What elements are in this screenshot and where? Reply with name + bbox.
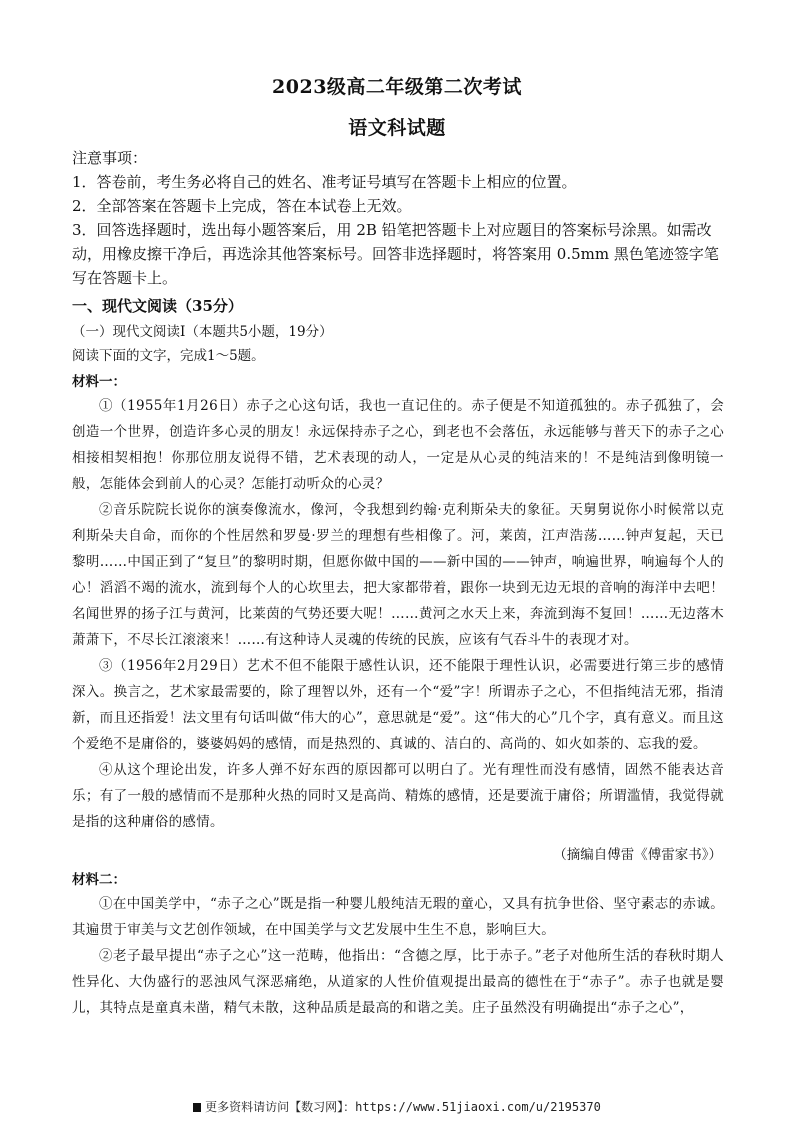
paragraph: ①在中国美学中，“赤子之心”既是指一种婴儿般纯洁无瑕的童心，又具有抗争世俗、坚守素志的赤诚。其遍贯于审美与文艺创作领域，在中国美学与文艺发展中生生不息，影响巨大。 <box>72 896 724 938</box>
paragraph: ②音乐院院长说你的演奏像流水，像河，令我想到约翰·克利斯朵夫的象征。天舅舅说你小时候常以克利斯朵夫自命，而你的个性居然和罗曼·罗兰的理想有些相像了。河，莱茵，江声浩荡……钟声复起，天已黎明……中国正到了“复旦”的黎明时期，但愿你做中国的——新中国的——钟声，响遍世界，响遍每个人的心！滔滔不竭的流水，流到每个人的心坎里去，把大家都带着，跟你一块到无边无垠的音响的海洋中去吧！名闻世界的扬子江与黄河，比莱茵的气势还要大呢！……黄河之水天上来，奔流到海不复回！……无边落木萧萧下，不尽长江滚滚来！……有这种诗人灵魂的传统的民族，应该有气吞斗牛的表现才对。 <box>72 502 724 648</box>
section-heading: 一、现代文阅读（35分） <box>72 297 243 315</box>
notes-item: 2．全部答案在答题卡上完成，答在本试卷上无效。 <box>72 197 412 215</box>
paragraph: ①（1955年1月26日）赤子之心这句话，我也一直记住的。赤子便是不知道孤独的。赤子孤独了，会创造一个世界，创造许多心灵的朋友！永远保持赤子之心，到老也不会落伍，永远能够与普天下的赤子之心相接相契相抱！你那位朋友说得不错，艺术表现的动人，一定是从心灵的纯洁来的！不是纯洁到像明镜一般，怎能体会到前人的心灵？怎能打动听众的心灵？ <box>72 398 724 492</box>
notes-item: 1．答卷前，考生务必将自己的姓名、准考证号填写在答题卡上相应的位置。 <box>72 173 577 191</box>
reading-instruction: 阅读下面的文字，完成1～5题。 <box>72 348 265 364</box>
notes-heading: 注意事项： <box>72 149 148 167</box>
footer-text: 更多资料请访问【数习网】：https://www.51jiaoxi.com/u/2195370 <box>205 1100 601 1114</box>
material-one-text <box>72 393 724 835</box>
paragraph: ④从这个理论出发，许多人弹不好东西的原因都可以明白了。光有理性而没有感情，固然不能表达音乐；有了一般的感情而不是那种火热的同时又是高尚、精炼的感情，还是要流于庸俗；所谓滥情，我觉得就是指的这种庸俗的感情。 <box>72 762 724 830</box>
flag-icon <box>193 1103 201 1112</box>
material-two-label: 材料二： <box>72 872 126 888</box>
material-one-source: （摘编自傅雷《傅雷家书》） <box>553 847 722 863</box>
paragraph: ③（1956年2月29日）艺术不但不能限于感性认识，还不能限于理性认识，必需要进行第三步的感情深入。换言之，艺术家最需要的，除了理智以外，还有一个“爱”字！所谓赤子之心，不但指纯洁无邪，指清新，而且还指爱！法文里有句话叫做“伟大的心”，意思就是“爱”。这“伟大的心”几个字，真有意义。而且这个爱绝不是庸俗的，婆婆妈妈的感情，而是热烈的、真诚的、洁白的、高尚的、如火如荼的、忘我的爱。 <box>72 658 724 752</box>
material-two-text <box>72 891 724 1021</box>
exam-title: 2023级高二年级第二次考试 <box>272 76 522 98</box>
notes-block <box>72 146 724 290</box>
paragraph: ②老子最早提出“赤子之心”这一范畴，他指出：“含德之厚，比于赤子。”老子对他所生活的春秋时期人性异化、大伪盛行的恶浊风气深恶痛绝，从道家的人性价值观提出最高的德性在于“赤子”。赤子也就是婴儿，其特点是童真未凿，精气未散，这种品质是最高的和谐之美。庄子虽然没有明确提出“赤子之心”， <box>72 948 724 1016</box>
exam-subject-title: 语文科试题 <box>348 117 446 139</box>
footer-link[interactable] <box>0 1098 794 1115</box>
material-one-label: 材料一： <box>72 374 126 390</box>
notes-item: 3．回答选择题时，选出每小题答案后，用 2B 铅笔把答题卡上对应题目的答案标号涂黑。如需改动，用橡皮擦干净后，再选涂其他答案标号。回答非选择题时，将答案用 0.5mm 黑色笔迹签字笔写在答题卡上。 <box>72 221 719 287</box>
subsection-heading: （一）现代文阅读Ⅰ（本题共5小题，19分） <box>72 324 333 340</box>
